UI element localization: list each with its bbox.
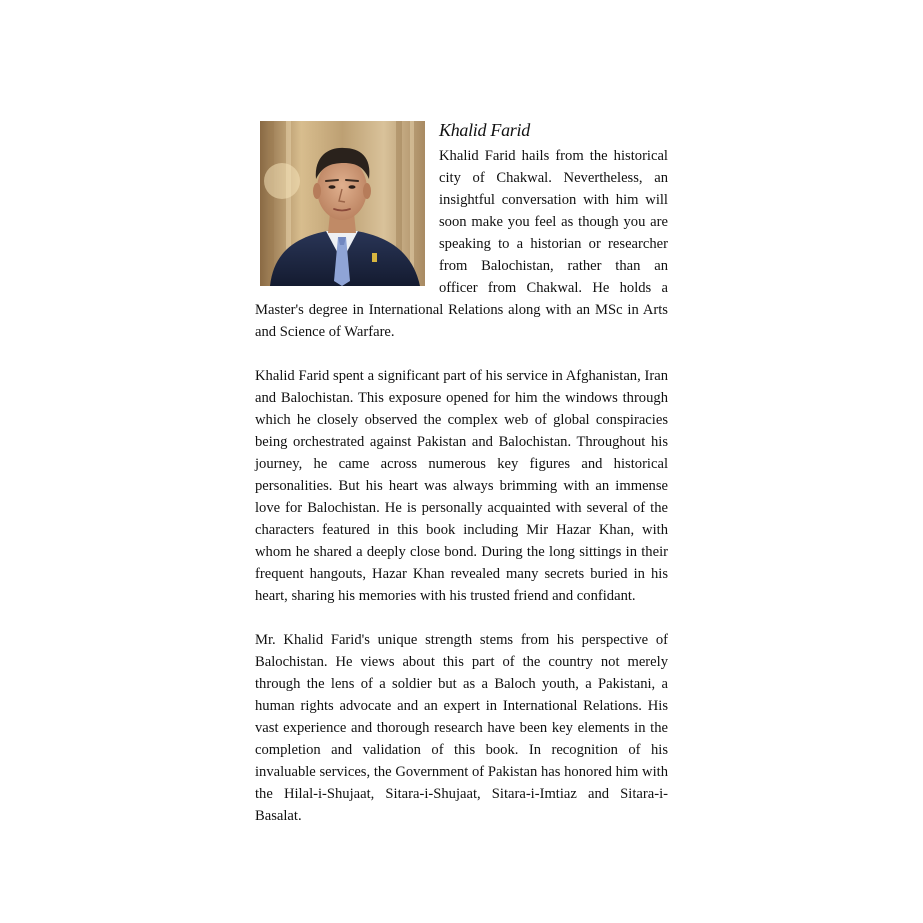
bio-paragraph-3: Mr. Khalid Farid's unique strength stems from his perspective of Balochistan. He views about this part of the country not merely through the lens of a soldier but as a Baloch youth, a Pakistani, a human rights advocate and an expert in International Relations. His vast experience and thorough research have been key elements in the completion and validation of this book. In recognition of his invaluable services, the Government of Pakistan has honored him with the Hilal-i-Shujaat, Sitara-i-Shujaat, Sitara-i-Imtiaz and Sitara-i-Basalat. (255, 632, 668, 824)
author-bio-page (255, 115, 668, 849)
bio-paragraph-1: Khalid Farid hails from the historical city of Chakwal. Nevertheless, an insightful conversation with him will soon make you feel as though you are speaking to a historian or researcher from Balochistan, rather than an officer from Chakwal. He holds a Master's degree in International Relations along with an MSc in Arts and Science of Warfare. (255, 148, 668, 340)
author-portrait-photo (260, 121, 425, 286)
bio-paragraph-2: Khalid Farid spent a significant part of his service in Afghanistan, Iran and Balochistan. This exposure opened for him the windows through which he closely observed the complex web of global conspiracies being orchestrated against Pakistan and Balochistan. Throughout his journey, he came across numerous key figures and historical personalities. But his heart was always brimming with an immense love for Balochistan. He is personally acquainted with several of the characters featured in this book including Mir Hazar Khan, with whom he shared a deeply close bond. During the long sittings in their frequent hangouts, Hazar Khan revealed many secrets buried in his heart, sharing his memories with his trusted friend and confidant. (255, 368, 668, 604)
portrait-illustration (260, 121, 425, 286)
author-name-heading: Khalid Farid (439, 120, 530, 140)
